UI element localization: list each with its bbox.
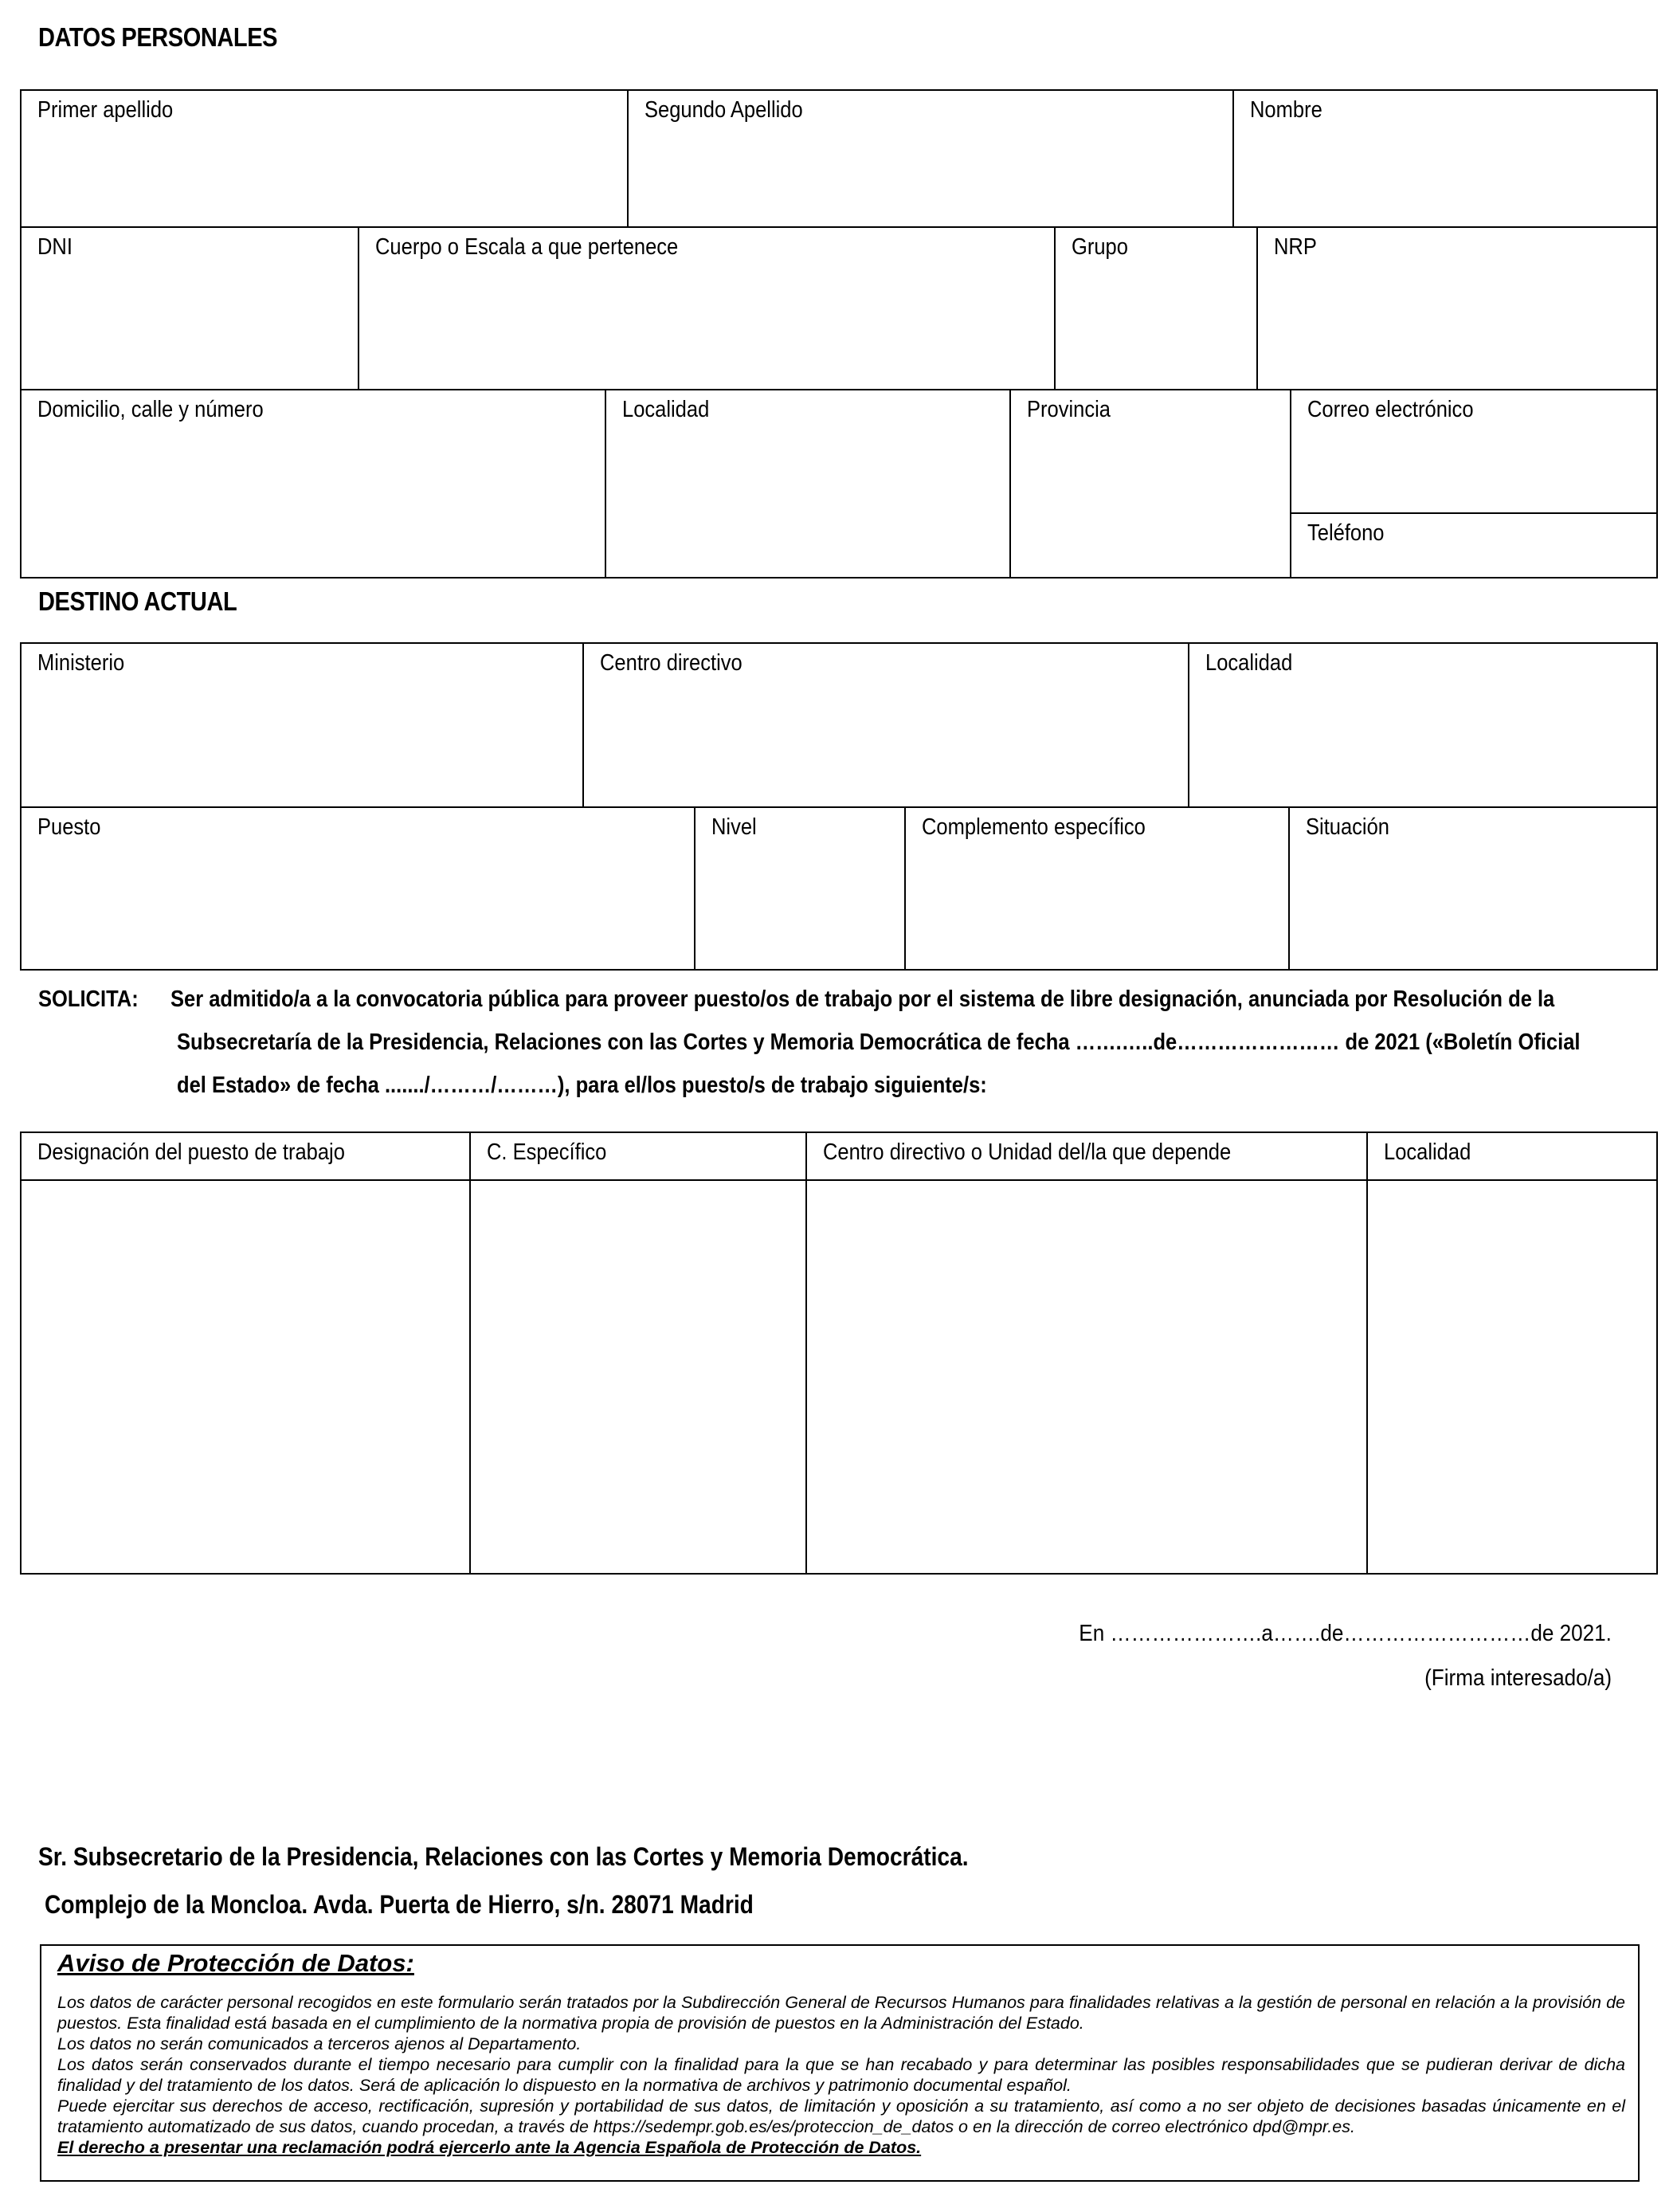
field-grupo[interactable]: [1056, 228, 1258, 390]
input-c-especifico[interactable]: [471, 1181, 807, 1573]
privacy-paragraph: Puede ejercitar sus derechos de acceso, rectificación, supresión y portabilidad de sus datos, de limitación y oposición a su tratamiento, así como a no ser objeto de decisiones basadas únicamente en el tratamiento automatizado de sus datos, cuando procedan, a través de https://sedempr.gob.es/es/proteccion_de_datos o en la dirección de correo electrónico dpd@mpr.es.: [57, 2096, 1625, 2136]
field-complemento[interactable]: [906, 808, 1290, 969]
field-situacion[interactable]: [1290, 808, 1656, 969]
label-c-especifico: C. Específico: [487, 1139, 607, 1165]
privacy-body: [57, 1992, 1625, 2158]
current-post-table: [20, 642, 1658, 971]
col-header-centro-directivo: [807, 1133, 1368, 1181]
addressee-line-1: Sr. Subsecretario de la Presidencia, Relaciones con las Cortes y Memoria Democrática.: [38, 1842, 969, 1871]
label-ministerio: Ministerio: [37, 650, 125, 676]
solicita-label: SOLICITA:: [38, 986, 139, 1012]
label-localidad-destino: Localidad: [1205, 650, 1293, 676]
signature-firma: (Firma interesado/a): [1424, 1665, 1612, 1691]
field-localidad-destino[interactable]: [1189, 644, 1656, 808]
field-dni[interactable]: [22, 228, 359, 390]
label-puesto: Puesto: [37, 814, 101, 840]
privacy-paragraph: Los datos de carácter personal recogidos en este formulario serán tratados por la Subdirección General de Recursos Humanos para finalidades relativas a la gestión de personal en relación a la provisión de puestos. Esta finalidad está basada en el cumplimiento de la normativa propia de provisión de puestos en la Administración del Estado.: [57, 1993, 1625, 2033]
section-title-personal: DATOS PERSONALES: [38, 22, 278, 52]
field-telefono[interactable]: [1291, 514, 1656, 577]
label-primer-apellido: Primer apellido: [37, 97, 174, 123]
col-header-localidad: [1368, 1133, 1656, 1181]
label-provincia: Provincia: [1027, 397, 1111, 422]
solicita-line-2: Subsecretaría de la Presidencia, Relaciones con las Cortes y Memoria Democrática de fecha …….…..de…………………… de 2021 («Boletín Oficial: [177, 1030, 1581, 1055]
label-nivel: Nivel: [711, 814, 757, 840]
label-telefono: Teléfono: [1307, 520, 1385, 546]
field-nrp[interactable]: [1258, 228, 1656, 390]
field-nivel[interactable]: [695, 808, 906, 969]
field-provincia[interactable]: [1011, 390, 1291, 577]
label-dni: DNI: [37, 234, 72, 260]
solicita-line-3: del Estado» de fecha ......./………/………), para el/los puesto/s de trabajo siguiente/s:: [177, 1073, 987, 1098]
field-puesto[interactable]: [22, 808, 695, 969]
privacy-paragraph: Los datos no serán comunicados a terceros ajenos al Departamento.: [57, 2034, 582, 2053]
privacy-claim-notice: El derecho a presentar una reclamación podrá ejercerlo ante la Agencia Española de Protección de Datos.: [57, 2138, 922, 2157]
field-correo[interactable]: [1291, 390, 1656, 514]
label-situacion: Situación: [1306, 814, 1389, 840]
col-header-c-especifico: [471, 1133, 807, 1181]
label-localidad: Localidad: [622, 397, 710, 422]
label-centro-directivo: Centro directivo: [600, 650, 743, 676]
label-nrp: NRP: [1274, 234, 1317, 260]
section-title-current: DESTINO ACTUAL: [38, 586, 237, 616]
requested-jobs-table: [20, 1131, 1658, 1575]
field-localidad[interactable]: [606, 390, 1011, 577]
label-complemento: Complemento específico: [922, 814, 1146, 840]
label-localidad-puesto: Localidad: [1384, 1139, 1471, 1165]
field-primer-apellido[interactable]: [22, 91, 629, 228]
col-header-designacion: [22, 1133, 471, 1181]
field-segundo-apellido[interactable]: [629, 91, 1234, 228]
field-centro-directivo[interactable]: [584, 644, 1189, 808]
label-cuerpo: Cuerpo o Escala a que pertenece: [375, 234, 679, 260]
input-localidad[interactable]: [1368, 1181, 1656, 1573]
field-domicilio[interactable]: [22, 390, 606, 577]
input-designacion[interactable]: [22, 1181, 471, 1573]
field-cuerpo[interactable]: [359, 228, 1056, 390]
addressee-line-2: Complejo de la Moncloa. Avda. Puerta de Hierro, s/n. 28071 Madrid: [45, 1890, 754, 1919]
field-ministerio[interactable]: [22, 644, 584, 808]
label-segundo-apellido: Segundo Apellido: [645, 97, 803, 123]
label-domicilio: Domicilio, calle y número: [37, 397, 264, 422]
solicita-line-1: Ser admitido/a a la convocatoria pública para proveer puesto/os de trabajo por el sistema de libre designación, anunciada por Resolución de la: [170, 986, 1555, 1012]
signature-date-line: En ………………….a…….de………………………de 2021.: [1079, 1621, 1612, 1646]
label-designacion: Designación del puesto de trabajo: [37, 1139, 345, 1165]
label-grupo: Grupo: [1072, 234, 1128, 260]
field-nombre[interactable]: [1234, 91, 1656, 228]
privacy-notice: [40, 1944, 1640, 2182]
privacy-paragraph: Los datos serán conservados durante el tiempo necesario para cumplir con la finalidad para la que se han recabado y para determinar las posibles responsabilidades que se pudieran derivar de dicha finalidad y del tratamiento de los datos. Será de aplicación lo dispuesto en la normativa de archivos y patrimonio documental español.: [57, 2055, 1625, 2095]
label-correo: Correo electrónico: [1307, 397, 1474, 422]
privacy-title: Aviso de Protección de Datos:: [57, 1949, 414, 1977]
input-centro-directivo[interactable]: [807, 1181, 1368, 1573]
personal-data-table: [20, 89, 1658, 578]
label-centro-unidad: Centro directivo o Unidad del/la que depende: [823, 1139, 1232, 1165]
label-nombre: Nombre: [1250, 97, 1322, 123]
